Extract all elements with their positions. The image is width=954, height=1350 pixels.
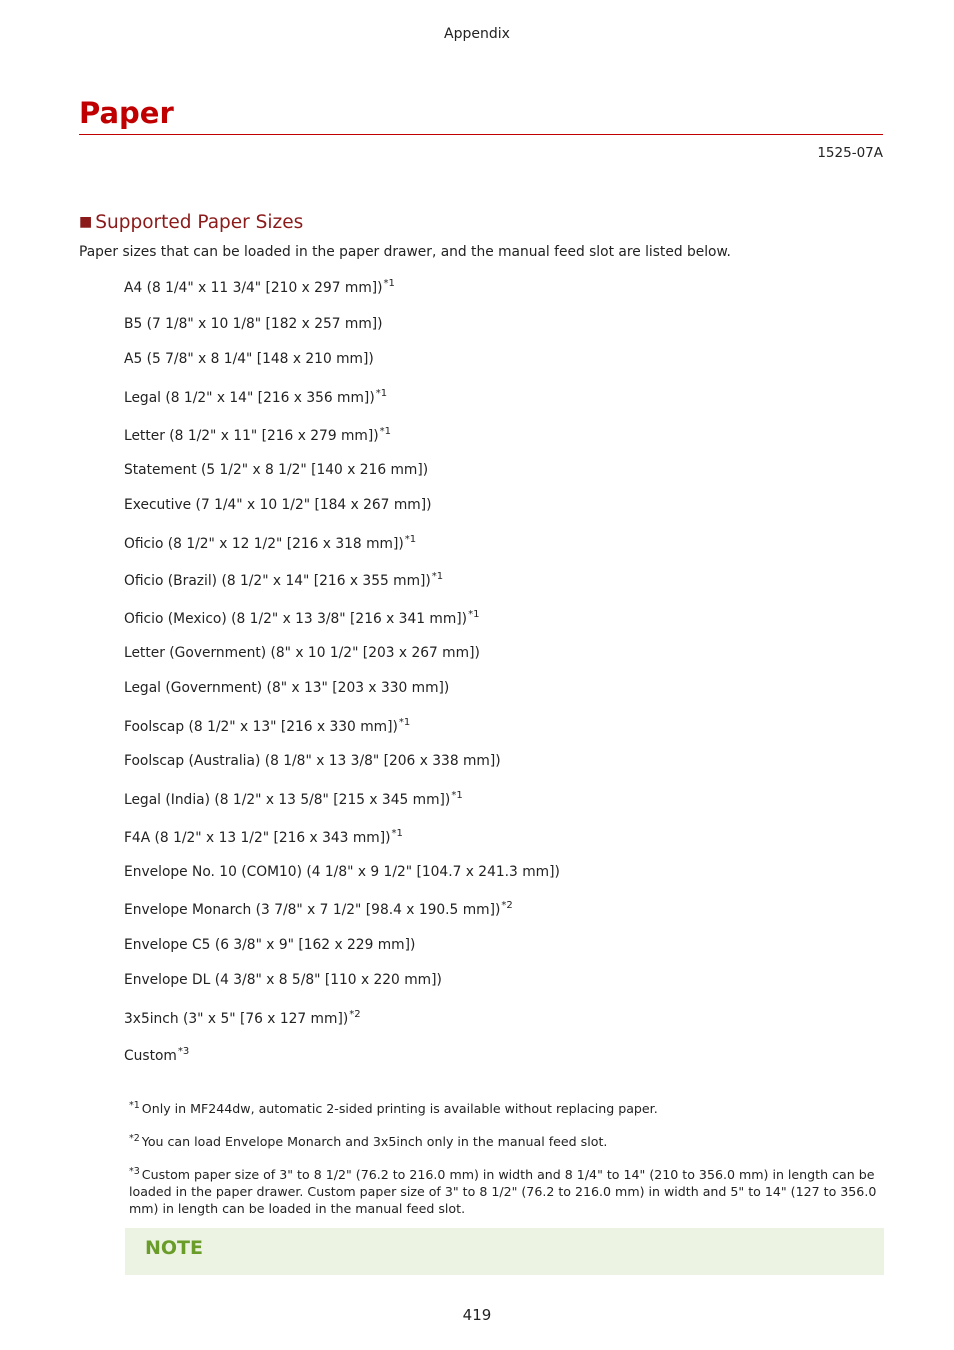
note-label: NOTE: [145, 1237, 203, 1259]
paper-size-text: Oficio (Mexico) (8 1/2" x 13 3/8" [216 x 341 mm]): [124, 611, 468, 627]
paper-size-text: Foolscap (8 1/2" x 13" [216 x 330 mm]): [124, 719, 398, 735]
paper-size-text: Envelope DL (4 3/8" x 8 5/8" [110 x 220 mm]): [124, 972, 442, 988]
paper-size-item: [124, 462, 428, 478]
running-header: Appendix: [444, 26, 510, 42]
paper-size-item: [124, 1009, 361, 1027]
paper-size-item: [124, 645, 480, 661]
footnotes: [129, 1097, 884, 1230]
paper-size-text: Foolscap (Australia) (8 1/8" x 13 3/8" [206 x 338 mm]): [124, 753, 501, 769]
footnote-text: You can load Envelope Monarch and 3x5inch only in the manual feed slot.: [141, 1134, 608, 1149]
footnote-mark: *1: [129, 1100, 140, 1111]
paper-size-text: Envelope No. 10 (COM10) (4 1/8" x 9 1/2" [104.7 x 241.3 mm]): [124, 864, 560, 880]
paper-size-text: Custom: [124, 1048, 177, 1064]
note-box: [125, 1228, 884, 1275]
paper-size-item: [124, 753, 501, 769]
paper-size-item: [124, 426, 391, 444]
paper-size-text: A4 (8 1/4" x 11 3/4" [210 x 297 mm]): [124, 280, 383, 296]
paper-size-item: [124, 1046, 189, 1064]
paper-size-item: [124, 388, 387, 406]
paper-size-text: Legal (India) (8 1/2" x 13 5/8" [215 x 345 mm]): [124, 792, 451, 808]
paper-size-item: [124, 937, 415, 953]
footnote-reference: *3: [177, 1046, 190, 1057]
section-heading: [79, 212, 303, 233]
footnote-reference: *1: [404, 534, 417, 545]
footnote-reference: *1: [468, 609, 480, 620]
paper-size-item: [124, 864, 560, 880]
paper-size-text: Executive (7 1/4" x 10 1/2" [184 x 267 mm]): [124, 497, 432, 513]
paper-size-text: Legal (8 1/2" x 14" [216 x 356 mm]): [124, 390, 375, 406]
paper-size-text: Oficio (8 1/2" x 12 1/2" [216 x 318 mm]): [124, 536, 404, 552]
paper-size-text: A5 (5 7/8" x 8 1/4" [148 x 210 mm]): [124, 351, 374, 367]
paper-size-item: [124, 571, 443, 589]
paper-size-item: [124, 972, 442, 988]
footnote-reference: *1: [383, 278, 395, 289]
paper-size-text: Statement (5 1/2" x 8 1/2" [140 x 216 mm]): [124, 462, 429, 478]
footnote: [129, 1097, 884, 1117]
footnote-reference: *1: [391, 828, 403, 839]
paper-size-item: [124, 609, 479, 627]
paper-size-item: [124, 717, 410, 735]
footnote-mark: *3: [129, 1166, 140, 1177]
paper-size-text: Envelope Monarch (3 7/8" x 7 1/2" [98.4 x 190.5 mm]): [124, 902, 501, 918]
intro-paragraph: Paper sizes that can be loaded in the paper drawer, and the manual feed slot are listed below.: [79, 244, 731, 260]
footnote-mark: *2: [129, 1133, 140, 1144]
footnote: [129, 1163, 884, 1217]
paper-size-item: [124, 900, 513, 918]
section-marker-icon: ■: [79, 214, 93, 230]
page-number: 419: [462, 1306, 492, 1324]
footnote-reference: *1: [379, 426, 392, 437]
page-title: Paper: [79, 92, 883, 135]
paper-size-item: [124, 351, 374, 367]
footnote-reference: *2: [349, 1009, 361, 1020]
paper-size-text: Letter (8 1/2" x 11" [216 x 279 mm]): [124, 428, 379, 444]
paper-size-item: [124, 278, 395, 296]
paper-size-item: [124, 828, 403, 846]
paper-size-item: [124, 790, 463, 808]
footnote-text: Custom paper size of 3" to 8 1/2" (76.2 to 216.0 mm) in width and 8 1/4" to 14" (210 to 356.0 mm) in length can be loaded in the paper drawer. Custom paper size of 3" to 8 1/2" (76.2 to 216.0 mm) in width and 5" to 14" (127 to 356.0 mm) in length can be loaded in the manual feed slot.: [129, 1167, 877, 1216]
paper-size-text: Legal (Government) (8" x 13" [203 x 330 mm]): [124, 680, 450, 696]
paper-size-text: B5 (7 1/8" x 10 1/8" [182 x 257 mm]): [124, 316, 383, 332]
paper-size-item: [124, 534, 416, 552]
paper-size-item: [124, 680, 449, 696]
footnote-text: Only in MF244dw, automatic 2-sided printing is available without replacing paper.: [141, 1101, 658, 1116]
section-heading-text: Supported Paper Sizes: [95, 212, 304, 233]
paper-size-item: [124, 497, 432, 513]
paper-size-text: Envelope C5 (6 3/8" x 9" [162 x 229 mm]): [124, 937, 416, 953]
document-id: 1525-07A: [817, 145, 883, 161]
paper-size-item: [124, 316, 383, 332]
footnote-reference: *1: [375, 388, 388, 399]
paper-size-text: Letter (Government) (8" x 10 1/2" [203 x 267 mm]): [124, 645, 480, 661]
footnote: [129, 1130, 884, 1150]
paper-size-text: F4A (8 1/2" x 13 1/2" [216 x 343 mm]): [124, 830, 391, 846]
footnote-reference: *2: [501, 900, 513, 911]
footnote-reference: *1: [451, 790, 463, 801]
paper-size-text: Oficio (Brazil) (8 1/2" x 14" [216 x 355 mm]): [124, 573, 431, 589]
paper-size-text: 3x5inch (3" x 5" [76 x 127 mm]): [124, 1011, 349, 1027]
footnote-reference: *1: [398, 717, 411, 728]
footnote-reference: *1: [431, 571, 444, 582]
